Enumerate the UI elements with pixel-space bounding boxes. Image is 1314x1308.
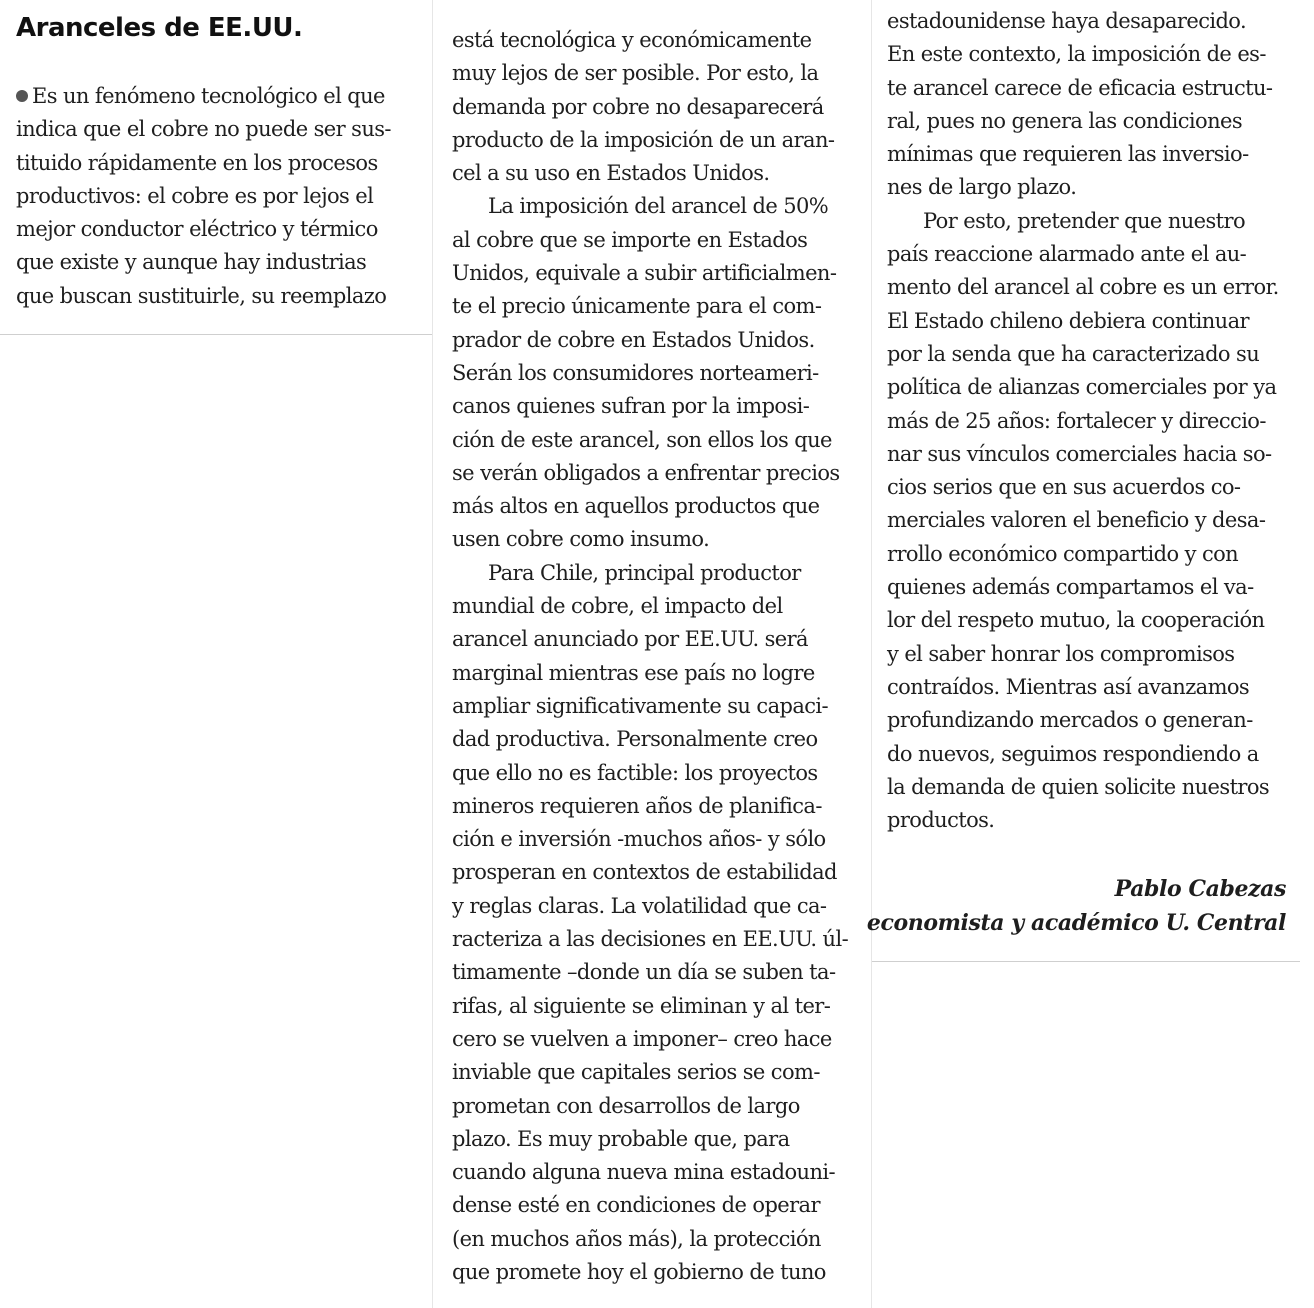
text-line: dense esté en condiciones de operar <box>452 1193 820 1218</box>
headline: Aranceles de EE.UU. <box>16 13 303 43</box>
text-line: prosperan en contextos de estabilidad <box>452 860 837 885</box>
text-line: profundizando mercados o generan- <box>887 708 1253 733</box>
text-line: nes de largo plazo. <box>887 175 1077 200</box>
text-line: Por esto, pretender que nuestro <box>923 208 1246 233</box>
text-line: usen cobre como insumo. <box>452 527 710 552</box>
text-line: la demanda de quien solicite nuestros <box>887 774 1270 799</box>
text-line: nar sus vínculos comerciales hacia so- <box>887 441 1272 466</box>
text-line: mínimas que requieren las inversio- <box>887 142 1249 167</box>
text-line: (en muchos años más), la protección <box>452 1226 821 1251</box>
text-line: y el saber honrar los compromisos <box>887 641 1235 666</box>
right-column-text <box>887 5 1287 837</box>
text-line: ción e inversión -muchos años- y sólo <box>452 827 826 852</box>
author-name: Pablo Cabezas <box>1114 876 1286 902</box>
text-line: canos quienes sufran por la imposi- <box>452 394 810 419</box>
text-line: está tecnológica y económicamente <box>452 28 812 52</box>
text-line: merciales valoren el beneficio y desa- <box>887 508 1266 533</box>
text-line: prometan con desarrollos de largo <box>452 1093 800 1118</box>
text-line: y reglas claras. La volatilidad que ca- <box>452 893 827 918</box>
text-line: demanda por cobre no desaparecerá <box>452 94 824 119</box>
text-line: mundial de cobre, el impacto del <box>452 594 783 619</box>
text-line: marginal mientras ese país no logre <box>452 660 815 685</box>
text-line: mejor conductor eléctrico y térmico <box>16 217 378 242</box>
text-line: contraídos. Mientras así avanzamos <box>887 674 1250 699</box>
text-line: cuando alguna nueva mina estadouni- <box>452 1160 836 1185</box>
left-column-text <box>16 80 416 313</box>
text-line: que existe y aunque hay industrias <box>16 250 367 275</box>
text-line: racteriza a las decisiones en EE.UU. úl- <box>452 927 849 952</box>
text-line <box>16 80 416 113</box>
text-line-content: Es un fenómeno tecnológico el que <box>32 84 385 108</box>
text-line: estadounidense haya desaparecido. <box>887 9 1247 33</box>
text-line: que ello no es factible: los proyectos <box>452 760 818 785</box>
text-line: que promete hoy el gobierno de tuno <box>452 1259 826 1284</box>
text-line: tituido rápidamente en los procesos <box>16 150 378 175</box>
text-line: dad productiva. Personalmente creo <box>452 727 818 752</box>
text-line: te arancel carece de eficacia estructu- <box>887 75 1273 100</box>
text-line: ral, pues no genera las condiciones <box>887 108 1243 133</box>
text-line: timamente –donde un día se suben ta- <box>452 960 836 985</box>
text-line: al cobre que se importe en Estados <box>452 227 808 252</box>
text-line: lor del respeto mutuo, la cooperación <box>887 608 1265 633</box>
text-line: indica que el cobre no puede ser sus- <box>16 117 391 142</box>
text-line: productos. <box>887 808 995 833</box>
text-line: En este contexto, la imposición de es- <box>887 42 1266 67</box>
text-line: rifas, al siguiente se eliminan y al ter- <box>452 993 831 1018</box>
text-line: Para Chile, principal productor <box>488 560 801 585</box>
text-line: cios serios que en sus acuerdos co- <box>887 475 1241 500</box>
text-line: muy lejos de ser posible. Por esto, la <box>452 61 819 86</box>
text-line: que buscan sustituirle, su reemplazo <box>16 283 387 308</box>
text-line: ampliar significativamente su capaci- <box>452 693 829 718</box>
text-line: más altos en aquellos productos que <box>452 494 820 519</box>
text-line: mento del arancel al cobre es un error. <box>887 275 1279 300</box>
text-line: productivos: el cobre es por lejos el <box>16 183 374 208</box>
text-line: arancel anunciado por EE.UU. será <box>452 627 808 652</box>
text-line: mineros requieren años de planifica- <box>452 793 822 818</box>
text-line: plazo. Es muy probable que, para <box>452 1126 790 1151</box>
text-line: La imposición del arancel de 50% <box>488 194 829 219</box>
text-line: prador de cobre en Estados Unidos. <box>452 327 815 352</box>
middle-column-text <box>452 24 852 1289</box>
text-line: producto de la imposición de un aran- <box>452 127 835 152</box>
text-line: Serán los consumidores norteameri- <box>452 360 819 385</box>
text-line: más de 25 años: fortalecer y direccio- <box>887 408 1266 433</box>
text-line: cel a su uso en Estados Unidos. <box>452 161 770 186</box>
author-title: economista y académico U. Central <box>866 910 1286 936</box>
text-line: país reaccione alarmado ante el au- <box>887 242 1247 267</box>
text-line: El Estado chileno debiera continuar <box>887 308 1249 333</box>
text-line: do nuevos, seguimos respondiendo a <box>887 741 1259 766</box>
text-line: política de alianzas comerciales por ya <box>887 375 1277 400</box>
bullet-icon <box>16 90 28 102</box>
author-signature <box>867 872 1286 940</box>
text-line: por la senda que ha caracterizado su <box>887 341 1260 366</box>
text-line: te el precio únicamente para el com- <box>452 294 822 319</box>
text-line: se verán obligados a enfrentar precios <box>452 460 840 485</box>
text-line: Unidos, equivale a subir artificialmen- <box>452 261 837 286</box>
text-line: cero se vuelven a imponer– creo hace <box>452 1026 832 1051</box>
text-line: quienes además compartamos el va- <box>887 575 1254 600</box>
text-line: ción de este arancel, son ellos los que <box>452 427 832 452</box>
text-line: rrollo económico compartido y con <box>887 541 1239 566</box>
text-line: inviable que capitales serios se com- <box>452 1060 820 1085</box>
